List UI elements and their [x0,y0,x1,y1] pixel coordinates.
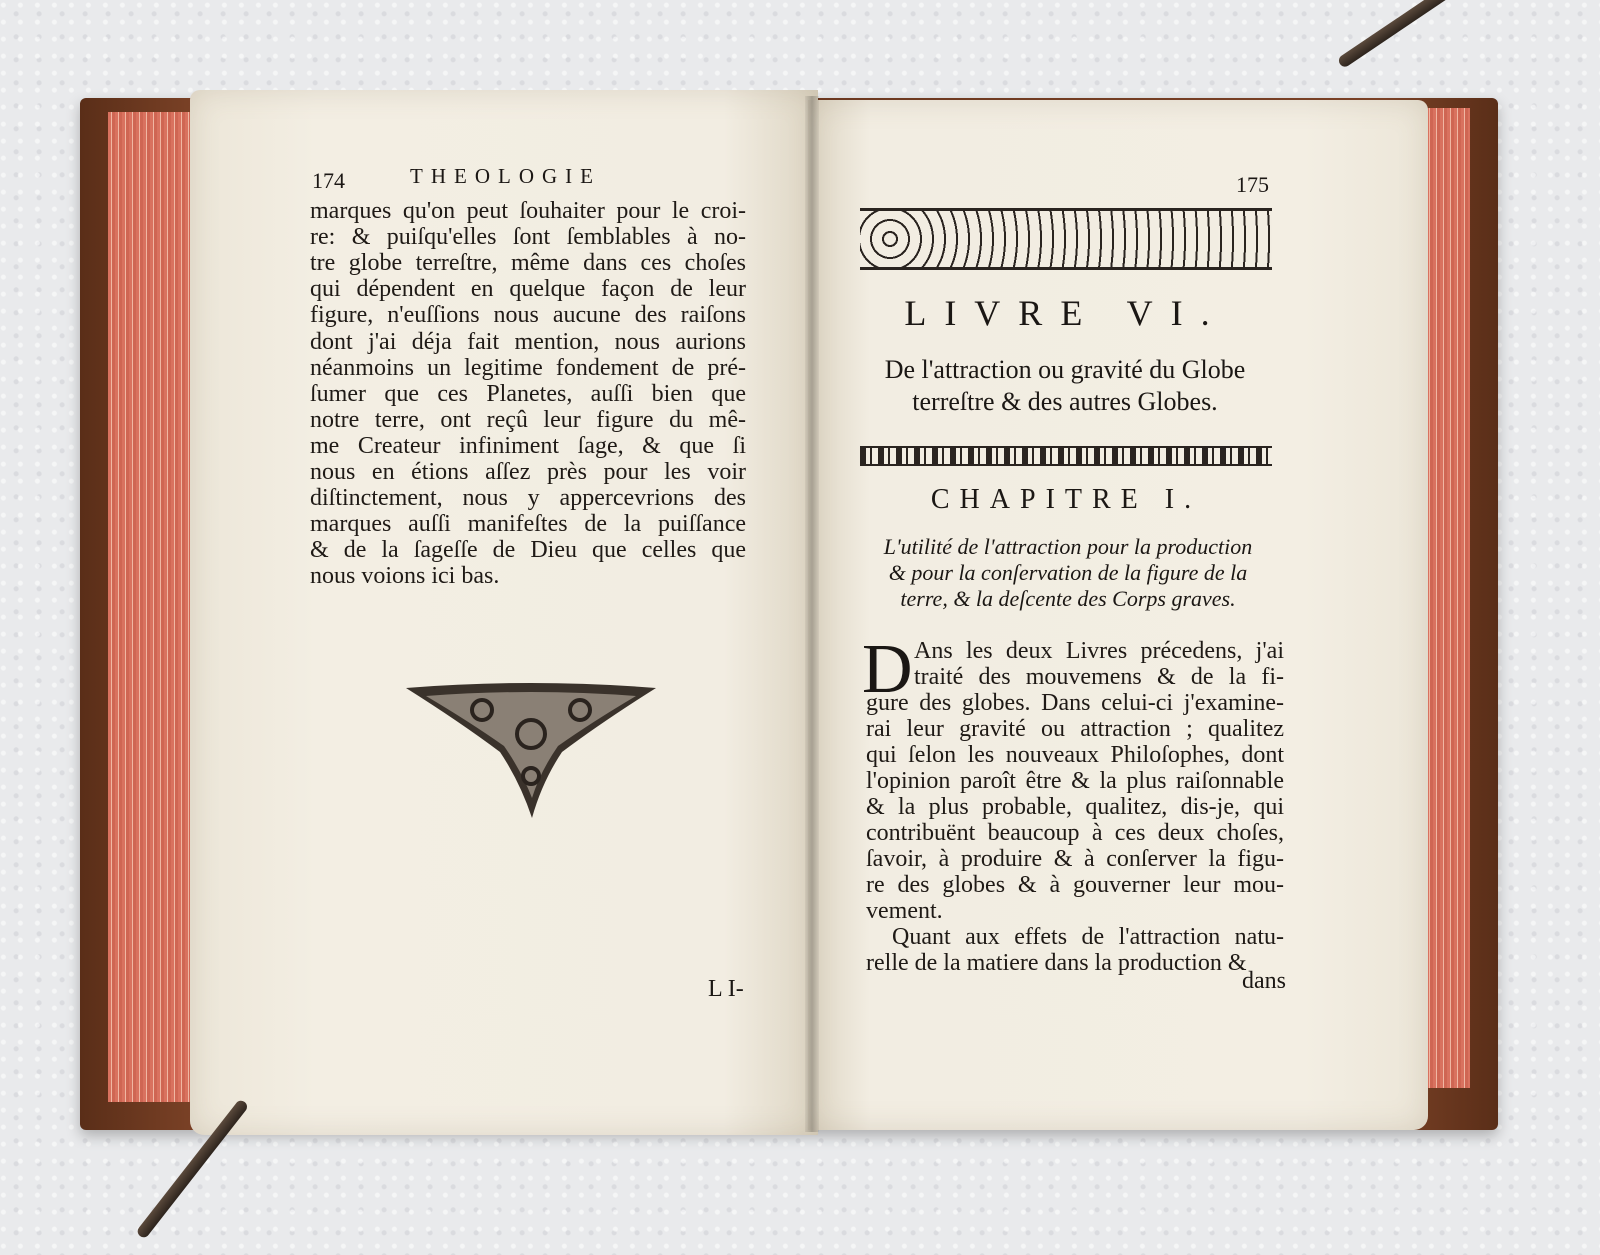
left-text-line: & de la ſageſſe de Dieu que celles que [310,537,746,564]
left-text-line: me Createur infiniment ſage, & que ſi [310,432,746,459]
book-title: LIVRE VI. [904,293,1228,333]
right-text-line: vement. [866,898,943,924]
left-text-line: qui dépendent en quelque façon de leur [310,276,746,303]
right-text-line: contribuënt beaucoup à ces deux choſes, [866,820,1284,846]
left-text-line: marques auſſi manifeſtes de la puiſſance [310,511,746,538]
chapter-summary-line-2: & pour la conſervation de la figure de la [888,560,1248,585]
left-text-line: marques qu'on peut ſouhaiter pour le croi- [310,198,746,224]
right-text-line: rai leur gravité ou attraction ; qualitez [866,716,1284,742]
chapter-summary-line-3: terre, & la deſcente des Corps graves. [900,586,1236,611]
left-text-line: néanmoins un legitime fondement de pré- [310,354,746,381]
chapter-title: CHAPITRE I. [930,484,1202,515]
left-text-line: nous voions ici bas. [310,563,500,590]
bookmark-stick-top [1337,0,1501,69]
right-text-line: traité des mouvemens & de la fi- [914,664,1284,690]
left-text-line: tre globe terreſtre, même dans ces choſes [310,250,746,277]
right-page-number: 175 [1236,172,1269,197]
right-text-line: & la plus probable, qualitez, dis-je, qui [866,794,1284,820]
right-text-line: qui ſelon les nouveaux Philoſophes, dont [866,742,1284,768]
tailpiece-ornament [402,682,660,824]
right-text-line: re des globes & à gouverner leur mou- [866,872,1284,898]
left-text-line: diſtinctement, nous y appercevrions des [310,485,746,512]
left-text-line: re: & puiſqu'elles ſont ſemblables à no- [310,224,746,251]
gutter-shadow [805,96,819,1132]
left-text-line: figure, n'euſſions nous aucune des raiſons [310,302,746,329]
right-text-line: Ans les deux Livres précedens, j'ai [914,638,1284,664]
book-subtitle-line-2: terreſtre & des autres Globes. [912,387,1218,416]
left-catchword: L I- [708,976,744,1002]
right-text-line: l'opinion paroît être & la plus raiſonnable [866,768,1284,794]
left-text-line: ſumer que ces Planetes, auſſi bien que [310,380,746,407]
right-text-line: ſavoir, à produire & à conſerver la figu- [866,846,1284,872]
headpiece-ornament [860,208,1272,270]
chapter-summary-line-1: L'utilité de l'attraction pour la production [883,534,1253,559]
left-text-line: dont j'ai déja fait mention, nous aurions [310,328,746,355]
running-head: THEOLOGIE [410,164,601,188]
book-subtitle-line-1: De l'attraction ou gravité du Globe [884,355,1246,384]
left-text-line: notre terre, ont reçû leur figure du mê- [310,406,746,433]
right-text-line: Quant aux effets de l'attraction natu- [892,924,1284,950]
divider-ornament [860,446,1272,466]
drop-cap: D [862,631,913,708]
left-page-number: 174 [312,168,345,193]
left-text-line: nous en étions aſſez près pour les voir [310,459,746,485]
right-text-line: gure des globes. Dans celui-ci j'examine- [866,690,1284,716]
right-catchword: dans [1242,968,1286,994]
right-text-line: relle de la matiere dans la production & [866,950,1247,976]
